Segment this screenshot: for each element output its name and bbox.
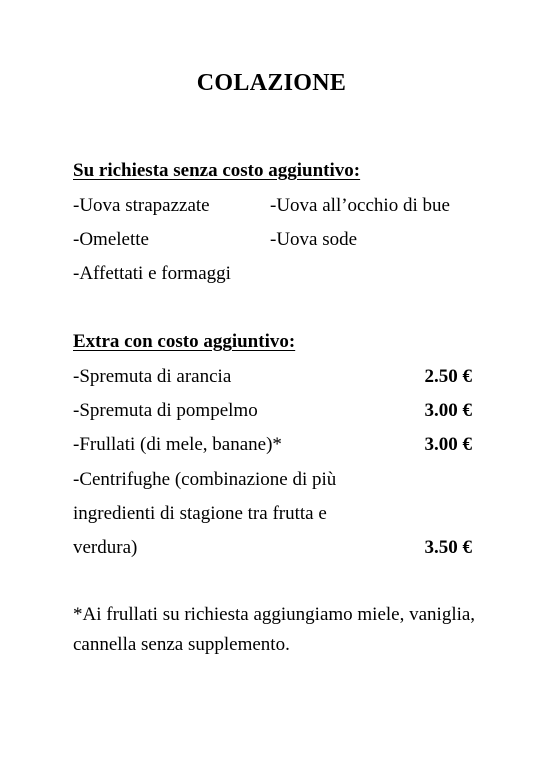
extra-item-orange-juice: -Spremuta di arancia bbox=[73, 366, 232, 387]
extra-item-grapefruit-juice: -Spremuta di pompelmo bbox=[73, 400, 258, 421]
footnote: *Ai frullati su richiesta aggiungiamo miele, vaniglia, cannella senza supplemento. bbox=[73, 604, 476, 655]
extra-price-orange-juice: 2.50 € bbox=[424, 366, 472, 387]
extra-item-centrifuges-line-1: -Centrifughe (combinazione di più bbox=[73, 469, 337, 490]
free-item-fried-eggs: -Uova all’occhio di bue bbox=[270, 195, 450, 216]
free-item-cold-cuts-cheese: -Affettati e formaggi bbox=[73, 263, 231, 284]
extra-price-centrifuges: 3.50 € bbox=[424, 537, 472, 558]
free-section-heading: Su richiesta senza costo aggiuntivo: bbox=[73, 160, 361, 181]
extra-item-centrifuges-line-2: ingredienti di stagione tra frutta e bbox=[73, 503, 327, 524]
extra-item-smoothies: -Frullati (di mele, banane)* bbox=[73, 434, 282, 455]
extra-price-smoothies: 3.00 € bbox=[424, 434, 472, 455]
free-item-boiled-eggs: -Uova sode bbox=[270, 229, 358, 250]
extra-price-grapefruit-juice: 3.00 € bbox=[424, 400, 472, 421]
extra-section-heading: Extra con costo aggiuntivo: bbox=[73, 331, 296, 352]
extra-item-centrifuges-line-3: verdura) bbox=[73, 537, 138, 558]
free-item-omelette: -Omelette bbox=[73, 229, 149, 250]
page-title: COLAZIONE bbox=[196, 70, 347, 96]
free-item-scrambled-eggs: -Uova strapazzate bbox=[73, 195, 210, 216]
